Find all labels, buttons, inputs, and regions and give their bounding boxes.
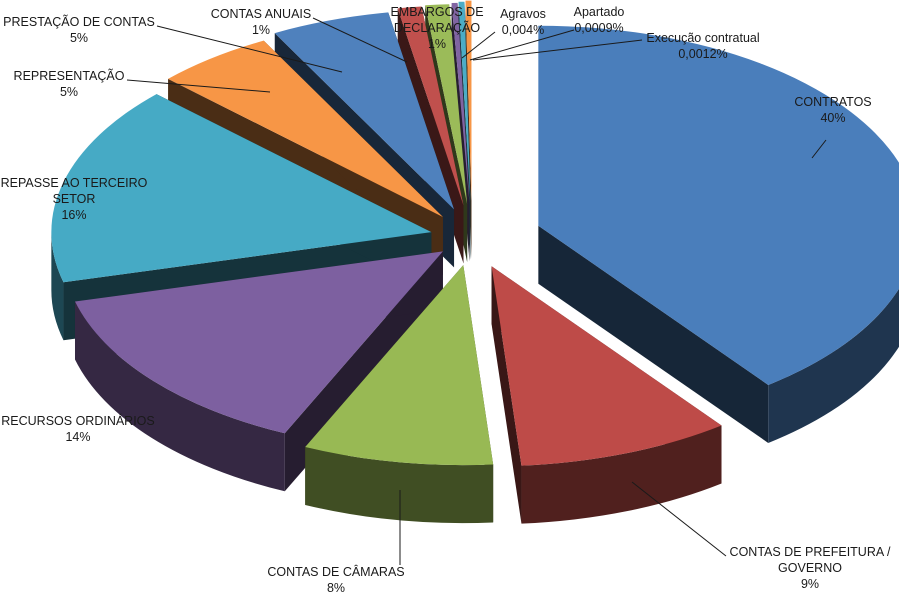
data-label-name-8: DECLARAÇÃO (393, 21, 481, 35)
data-label-pct-11: 0,0012% (678, 47, 728, 61)
data-label-pct-5: 5% (59, 85, 79, 99)
data-label-name-11: Execução contratual (646, 31, 760, 45)
data-label-name-5: REPRESENTAÇÃO (13, 69, 125, 83)
data-label-name-6: PRESTAÇÃO DE CONTAS (3, 15, 155, 29)
data-label-pct-6: 5% (69, 31, 89, 45)
data-label-name-3: RECURSOS ORDINÁRIOS (1, 414, 155, 428)
data-label-pct-9: 0,004% (501, 23, 545, 37)
data-label-10 (574, 5, 625, 35)
data-label-pct-1: 9% (800, 577, 820, 591)
data-label-9 (500, 7, 546, 37)
data-label-2 (267, 564, 404, 595)
data-label-pct-8: 1% (427, 37, 447, 51)
data-label-pct-0: 40% (820, 111, 846, 125)
data-label-pct-7: 1% (251, 23, 271, 37)
data-label-1 (730, 545, 891, 591)
data-label-pct-3: 14% (65, 430, 91, 444)
data-label-5 (14, 69, 125, 99)
data-label-3 (1, 413, 155, 444)
data-label-name-2: CONTAS DE CÂMARAS (267, 565, 405, 579)
data-label-name-4: SETOR (52, 192, 96, 206)
data-label-pct-2: 8% (326, 581, 346, 595)
data-label-name-0: CONTRATOS (794, 95, 872, 109)
data-label-6 (3, 15, 155, 45)
data-label-pct-4: 16% (61, 208, 87, 222)
data-label-pct-10: 0,0009% (574, 21, 624, 35)
pie-slice-0 (538, 26, 899, 385)
data-label-name-1: CONTAS DE PREFEITURA / (729, 545, 891, 559)
data-label-name-10: Apartado (573, 5, 625, 19)
data-label-name-7: CONTAS ANUAIS (210, 7, 312, 21)
data-label-name-9: Agravos (500, 7, 546, 21)
data-label-name-8: EMBARGOS DE (390, 5, 484, 19)
data-label-name-1: GOVERNO (778, 561, 842, 575)
data-label-name-4: REPASSE AO TERCEIRO (0, 176, 148, 190)
